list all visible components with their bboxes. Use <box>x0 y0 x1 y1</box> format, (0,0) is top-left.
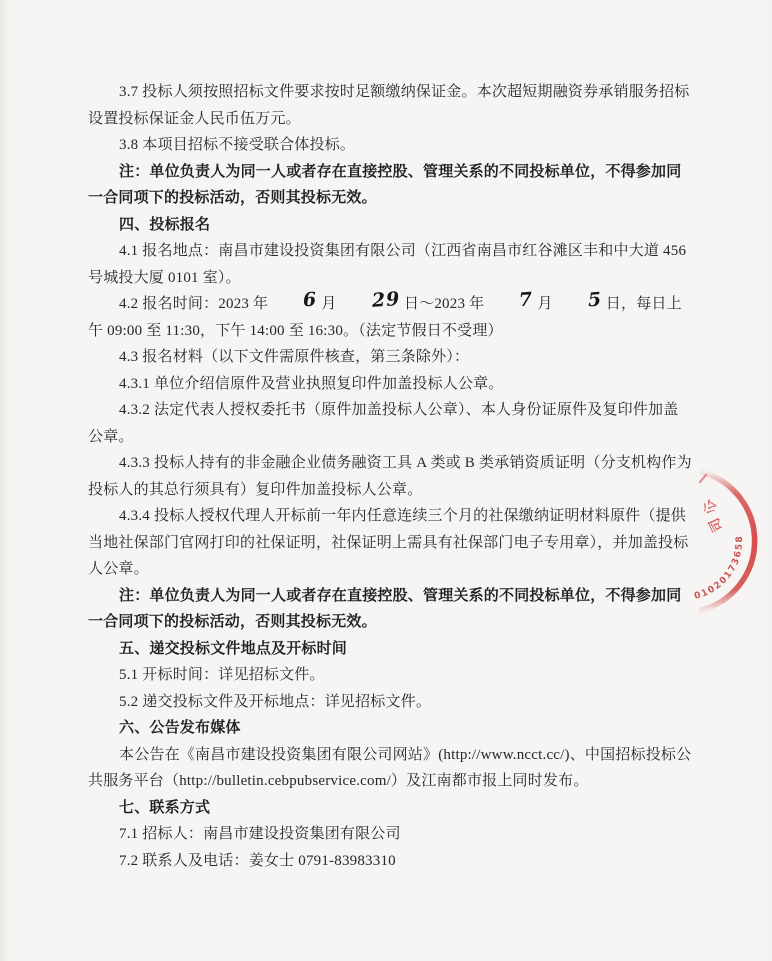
svg-text:01020173658 <box>693 534 745 601</box>
para-5-1-opening-time: 5.1 开标时间：详见招标文件。 <box>119 667 325 683</box>
note-same-person-1: 注：单位负责人为同一人或者存在直接控股、管理关系的不同投标单位，不得参加同一合同项下的投标活动，否则其投标无效。 <box>88 162 682 206</box>
date-text: 日，每日上午 09:00 至 11:30，下午 14:00 至 16:30。（法定节假日不受理） <box>88 296 682 339</box>
section-heading-6-media: 六、公告发布媒体 <box>119 719 241 736</box>
para-4-3-4: 4.3.4 投标人授权代理人开标前一年内任意连续三个月的社保缴纳证明材料原件（提供当地社保部门官网打印的社保证明，社保证明上需具有社保部门电子专用章），并加盖投标人公章。 <box>88 508 689 577</box>
handwritten-end-day: 5 <box>586 288 603 312</box>
handwritten-start-day: 29 <box>370 287 401 312</box>
date-text: 月 <box>533 296 557 312</box>
para-7-2-contact-phone: 7.2 联系人及电话：姜女士 0791-83983310 <box>119 852 396 869</box>
date-text: 月 <box>317 296 341 312</box>
para-4-3-materials: 4.3 报名材料（以下文件需原件核查，第三条除外）： <box>119 349 470 365</box>
para-6-announcement-media: 本公告在《南昌市建设投资集团有限公司网站》(http://www.ncct.cc/)、中国招标投标公共服务平台（http://bulletin.cebpubservice.com/）及江南都市报上同时发布。 <box>88 746 692 789</box>
seal-arc <box>702 472 755 610</box>
handwritten-end-month: 7 <box>518 288 535 312</box>
document-body <box>88 79 692 874</box>
seal-character-upper: 公 <box>699 495 721 517</box>
para-7-1-tenderer: 7.1 招标人：南昌市建设投资集团有限公司 <box>119 826 401 842</box>
seal-stray-stroke <box>700 475 706 482</box>
para-4-3-2: 4.3.2 法定代表人授权委托书（原件加盖投标人公章）、本人身份证原件及复印件加盖公章。 <box>88 402 679 445</box>
date-text: 日～2023 年 <box>400 296 489 312</box>
section-heading-4-bid-registration: 四、投标报名 <box>119 215 211 233</box>
seal-character-lower: 司 <box>706 515 727 535</box>
para-4-3-1: 4.3.1 单位介绍信原件及营业执照复印件加盖投标人公章。 <box>119 375 504 392</box>
section-heading-5-submission: 五、递交投标文件地点及开标时间 <box>119 639 348 657</box>
para-4-2-registration-time <box>88 287 692 344</box>
section-heading-7-contact: 七、联系方式 <box>119 798 211 816</box>
para-3-8: 3.8 本项目招标不接受联合体投标。 <box>119 137 356 153</box>
para-4-1-registration-address: 4.1 报名地点：南昌市建设投资集团有限公司（江西省南昌市红谷滩区丰和中大道 456 号城投大厦 0101 室）。 <box>88 243 687 286</box>
para-3-7: 3.7 投标人须按照招标文件要求按时足额缴纳保证金。本次超短期融资券承销服务招标设置投标保证金人民币伍万元。 <box>88 84 690 127</box>
para-5-2-submission-place: 5.2 递交投标文件及开标地点：详见招标文件。 <box>119 693 432 710</box>
handwritten-start-month: 6 <box>302 288 319 312</box>
date-text: 4.2 报名时间：2023 年 <box>119 296 273 312</box>
note-same-person-2: 注：单位负责人为同一人或者存在直接控股、管理关系的不同投标单位，不得参加同一合同项下的投标活动，否则其投标无效。 <box>88 586 682 630</box>
para-4-3-3: 4.3.3 投标人持有的非金融企业债务融资工具 A 类或 B 类承销资质证明（分支机构作为投标人的其总行须具有）复印件加盖投标人公章。 <box>88 455 692 498</box>
seal-number: 01020173658 <box>693 534 746 602</box>
